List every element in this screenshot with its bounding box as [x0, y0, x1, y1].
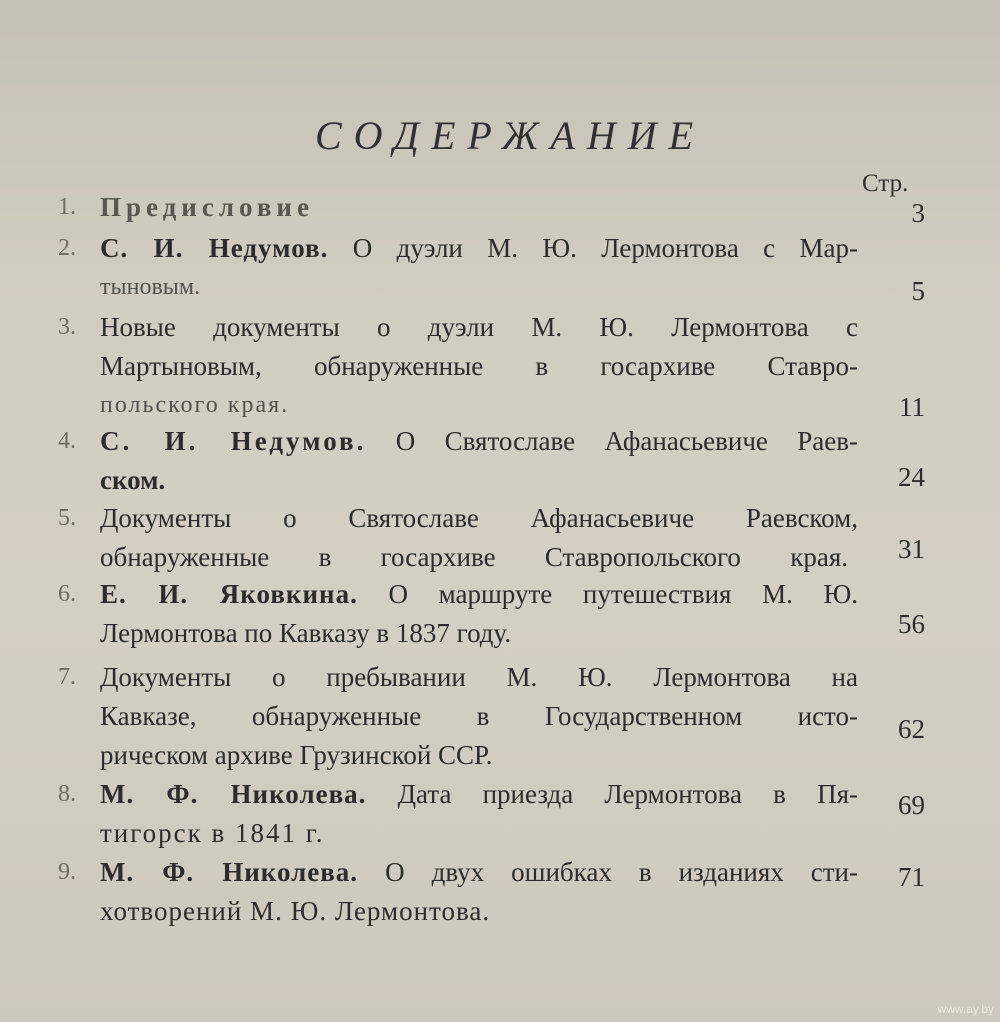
entry-number: 2. [58, 235, 76, 261]
entry-title-line: польского края. [100, 392, 290, 418]
page-number: 3 [911, 198, 925, 228]
entry-title-line: рическом архиве Грузинской ССР. [100, 740, 493, 770]
page-column-header: Стр. [862, 170, 909, 197]
toc-entry-6 [58, 575, 858, 653]
entry-number: 4. [58, 428, 76, 454]
entry-author: М. Ф. Николева. [100, 857, 359, 887]
entry-title-line: Новые документы о дуэли М. Ю. Лермонтова с [100, 312, 858, 342]
entry-title-line: О двух ошибках в изданиях сти- [385, 857, 858, 887]
entry-title-line: О дуэли М. Ю. Лермонтова с Мар- [352, 233, 859, 263]
entry-title-line: Дата приезда Лермонтова в Пя- [397, 779, 858, 809]
toc-entry-2 [58, 229, 858, 307]
page-number: 31 [898, 534, 925, 564]
entry-title-line: обнаруженные в госархиве Ставропольского края. [100, 542, 848, 572]
entry-title-line: Предисловие [100, 192, 314, 222]
page-number: 11 [899, 392, 925, 422]
entry-author: М. Ф. Николева. [100, 779, 367, 809]
toc-entry-9 [58, 853, 858, 931]
entry-number: 8. [58, 781, 76, 807]
toc-entry-8 [58, 775, 858, 853]
page-title: СОДЕРЖАНИЕ [314, 113, 706, 158]
entry-number: 9. [58, 859, 76, 885]
page-number: 24 [898, 462, 925, 492]
page-number: 71 [898, 862, 925, 892]
entry-title-line: Документы о Святославе Афанасьевиче Раевском, [100, 503, 858, 533]
entry-number: 1. [58, 194, 76, 220]
toc-entry-4 [58, 422, 858, 500]
toc-entry-7 [58, 658, 858, 775]
toc-entry-3 [58, 308, 858, 425]
entry-title-line: Кавказе, обнаруженные в Государственном исто- [100, 701, 858, 731]
entry-title-line: Лермонтова по Кавказу в 1837 году. [100, 618, 512, 648]
entry-title-line: Документы о пребывании М. Ю. Лермонтова на [100, 662, 858, 692]
entry-author: Е. И. Яковкина. [100, 579, 358, 609]
watermark: www.ay.by [937, 1002, 994, 1016]
entry-title-line: ском. [100, 465, 166, 495]
entry-title-line: тыновым. [100, 274, 201, 300]
entry-title-line: О Святославе Афанасьевиче Раев- [395, 426, 858, 456]
page-number: 56 [898, 609, 925, 639]
page-number: 62 [898, 714, 925, 744]
entry-title-line: тигорск в 1841 г. [100, 818, 325, 848]
page-number: 5 [911, 276, 925, 306]
entry-number: 7. [58, 664, 76, 690]
toc-entry-1 [58, 188, 858, 227]
entry-title-line: хотворений М. Ю. Лермонтова. [100, 896, 491, 926]
entry-number: 3. [58, 314, 76, 340]
entry-title-line: О маршруте путешествия М. Ю. [388, 579, 858, 609]
entry-author: С. И. Недумов. [100, 426, 367, 456]
page-number: 69 [898, 790, 925, 820]
toc-entry-5 [58, 499, 858, 577]
entry-title-line: Мартыновым, обнаруженные в госархиве Ставро- [100, 351, 858, 381]
entry-number: 5. [58, 505, 76, 531]
entry-number: 6. [58, 581, 76, 607]
entry-author: С. И. Недумов. [100, 233, 329, 263]
